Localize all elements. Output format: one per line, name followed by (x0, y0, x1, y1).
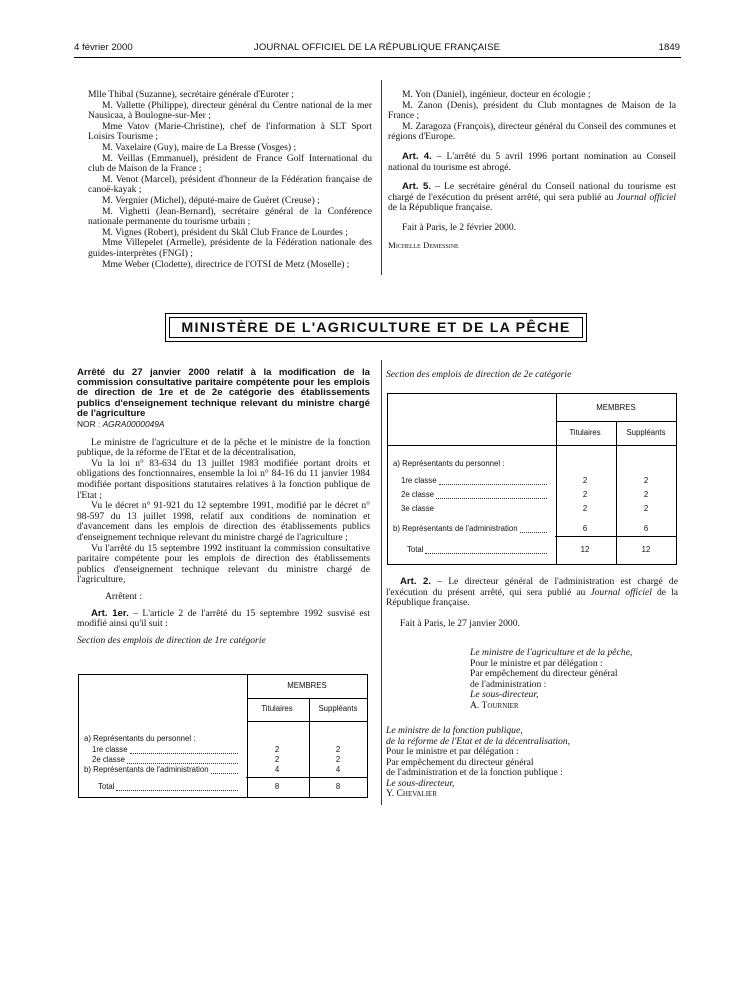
header-membres: MEMBRES (287, 681, 327, 690)
sig-agri-line: Le ministre de l'agriculture et de la pêche, (470, 647, 633, 658)
header-suppleants: Suppléants (626, 428, 666, 437)
header-date: 4 février 2000 (74, 42, 133, 53)
sig-agri-line: de l'administration : (470, 678, 547, 690)
column-divider-top (381, 80, 382, 275)
article-2 (386, 577, 678, 609)
sig-agri-line: Le sous-directeur, (470, 689, 539, 700)
fait-a-paris-bottom: Fait à Paris, le 27 janvier 2000. (400, 617, 520, 629)
arrete-body (77, 368, 370, 646)
sig-agri-line: Pour le ministre et par délégation : (470, 657, 603, 669)
table-cell-titulaires: 2 (274, 755, 280, 764)
article-2-text-end: de la République française. (386, 586, 679, 609)
member-entry: M. Venot (Marcel), président d'honneur de la Fédération française de canoë-kayak ; (88, 173, 372, 196)
header-titulaires: Titulaires (261, 704, 293, 713)
table-section-1 (78, 674, 368, 798)
table-cell-suppleants: 2 (643, 490, 649, 499)
sig-agri-name: A. Tournier (470, 699, 519, 711)
member-entry: M. Zaragoza (François), directeur général du Conseil des communes et régions d'Europe. (388, 120, 676, 143)
members-list-right (388, 90, 676, 250)
article-2-text: – Le directeur général de l'administration est chargé de l'exécution du présent arrêté, qui sera publié au (386, 576, 678, 598)
member-entry: M. Vighetti (Jean-Bernard), secrétaire général de la Conférence nationale permanente du tourisme urbain ; (88, 205, 372, 228)
sig-fp-line: Le sous-directeur, (386, 777, 455, 789)
table-row-total: Total (98, 782, 238, 791)
article-5 (388, 182, 676, 214)
article-5-text: – Le secrétaire général du Conseil national du tourisme est chargé de l'exécution du présent arrêté, qui sera publié au (388, 181, 676, 203)
article-5-journal: Journal officiel (616, 191, 676, 203)
table-cell-suppleants: 6 (643, 524, 649, 533)
ministry-banner (165, 313, 587, 342)
right-column-bottom (386, 370, 678, 381)
column-divider-bottom (381, 360, 382, 805)
article-4-text: – L'arrêté du 5 avril 1996 portant nomination au Conseil national du tourisme est abrogé. (388, 150, 676, 173)
table-cell-titulaires: 2 (582, 476, 588, 485)
member-entry: Mlle Thibal (Suzanne), secrétaire générale d'Euroter ; (88, 89, 294, 100)
table-row-label: a) Représentants du personnel : (393, 459, 505, 468)
header-suppleants: Suppléants (318, 704, 358, 713)
header-page-number: 1849 (658, 42, 680, 53)
sig-fp-line: Le ministre de la fonction publique, (386, 725, 523, 736)
table-row-label: 2e classe (401, 490, 547, 499)
nor-reference (77, 419, 370, 430)
member-entry: Mme Villepelet (Armelle), présidente de la Fédération nationale des guides-interprètes (FNGI) ; (88, 237, 372, 259)
article-2-block (386, 577, 678, 629)
article-4 (388, 152, 676, 173)
article-1-text: – L'article 2 de l'arrêté du 15 septembre 1992 susvisé est modifié ainsi qu'il suit : (77, 607, 371, 630)
table-row-label: a) Représentants du personnel : (84, 734, 196, 743)
sig-agri-line: Par empêchement du directeur général (470, 668, 618, 679)
visa-decret: Vu le décret n° 91-921 du 12 septembre 1991, modifié par le décret n° 98-597 du 13 juillet 1998, relatif aux conditions de nomination et d'avancement dans les emplois de direction des établissements publics d'enseignement technique relevant du ministre chargé de l'agriculture ; (77, 500, 370, 543)
table-row-label: b) Représentants de l'administration (393, 524, 547, 533)
table-row-total: Total (407, 545, 547, 554)
table-cell-titulaires: 2 (582, 504, 588, 513)
article-4-label: Art. 4. (402, 150, 432, 162)
arretent: Arrêtent : (105, 590, 143, 602)
table-cell-suppleants: 4 (335, 765, 341, 774)
table-row-label: 1re classe (92, 745, 238, 754)
sig-fp-name: Y. Chevalier (386, 788, 437, 799)
article-2-journal: Journal officiel (590, 586, 652, 598)
table-row-label: 2e classe (92, 755, 238, 764)
signature-fonction-publique (386, 726, 618, 800)
table-cell-suppleants: 2 (335, 755, 341, 764)
ministry-title: MINISTÈRE DE L'AGRICULTURE ET DE LA PÊCHE (169, 317, 583, 338)
article-5-label: Art. 5. (402, 181, 431, 193)
table-cell-titulaires-total: 8 (274, 782, 280, 791)
member-entry: Mme Weber (Clodette), directrice de l'OTSI de Metz (Moselle) ; (102, 258, 350, 270)
nor-code: AGRA0000049A (102, 419, 165, 430)
header-membres: MEMBRES (596, 403, 636, 412)
table-row-label: 1re classe (401, 476, 547, 485)
arrete-title: Arrêté du 27 janvier 2000 relatif à la modification de la commission consultative paritaire compétente pour les emplois de direction de 1re et de 2e catégorie des établissements publics d'enseignement technique relevant du ministre chargé de l'agriculture (77, 367, 370, 419)
member-entry: M. Zanon (Denis), président du Club montagnes de Maison de la France ; (388, 99, 676, 122)
visa-ministers: Le ministre de l'agriculture et de la pêche et le ministre de la fonction publique, de la réforme de l'Etat et de la décentralisation, (77, 436, 370, 459)
member-entry: M. Veillas (Emmanuel), président de France Golf International du club de Maison de la France ; (88, 152, 372, 175)
sig-fp-line: Pour le ministre et par délégation : (386, 746, 519, 757)
section-2-title: Section des emplois de direction de 2e catégorie (386, 369, 572, 380)
nor-label: NOR : (77, 419, 101, 430)
sig-fp-line: Par empêchement du directeur général (386, 756, 534, 768)
table-cell-suppleants: 2 (643, 504, 649, 513)
page-header (74, 42, 680, 56)
table-cell-titulaires: 2 (582, 490, 588, 499)
member-entry: M. Vaxelaire (Guy), maire de La Bresse (Vosges) ; (102, 141, 297, 153)
table-cell-suppleants: 2 (335, 745, 341, 754)
table-section-2 (387, 393, 677, 565)
member-entry: M. Vergnier (Michel), député-maire de Guéret (Creuse) ; (102, 194, 320, 206)
table-cell-titulaires: 4 (274, 765, 280, 774)
fait-a-paris-top: Fait à Paris, le 2 février 2000. (402, 221, 517, 233)
section-1-title: Section des emplois de direction de 1re catégorie (77, 634, 266, 646)
member-entry: M. Yon (Daniel), ingénieur, docteur en écologie ; (402, 89, 591, 100)
table-cell-suppleants-total: 8 (335, 782, 341, 791)
member-entry: M. Vallette (Philippe), directeur général du Centre national de la mer Nausicaa, à Boulogne-sur-Mer ; (88, 99, 372, 122)
table-cell-titulaires: 2 (274, 745, 280, 754)
signature-agriculture (470, 648, 682, 711)
article-2-label: Art. 2. (400, 576, 431, 587)
signature-demessine: Michelle Demessine (388, 239, 459, 250)
sig-fp-line: de la réforme de l'Etat et de la décentralisation, (386, 735, 571, 747)
article-1 (77, 609, 370, 630)
table-row-label: b) Représentants de l'administration (84, 765, 238, 774)
member-entry: Mme Vatov (Marie-Christine), chef de l'information à SLT Sport Loisirs Tourisme ; (88, 120, 372, 143)
header-titulaires: Titulaires (569, 428, 601, 437)
table-cell-suppleants-total: 12 (641, 545, 651, 554)
table-cell-suppleants: 2 (643, 476, 649, 485)
member-entry: M. Vignes (Robert), président du Skål Club France de Lourdes ; (102, 226, 348, 238)
table-row-label: 3e classe (401, 504, 434, 513)
article-1-label: Art. 1er. (91, 607, 129, 619)
table-cell-titulaires-total: 12 (580, 545, 590, 554)
sig-fp-line: de l'administration et de la fonction publique : (386, 767, 563, 778)
header-journal-title: JOURNAL OFFICIEL DE LA RÉPUBLIQUE FRANÇAISE (253, 42, 501, 53)
header-rule (74, 57, 681, 58)
members-list-left (88, 90, 372, 270)
article-5-text-end: de la République française. (388, 202, 493, 214)
visa-loi: Vu la loi n° 83-634 du 13 juillet 1983 modifiée portant droits et obligations des fonctionnaires, ensemble la loi n° 84-16 du 11 janvier 1984 modifiée portant dispositions statutaires relatives à la fonction publique de l'Etat ; (77, 457, 370, 501)
table-cell-titulaires: 6 (582, 524, 588, 533)
visa-arrete: Vu l'arrêté du 15 septembre 1992 instituant la commission consultative paritaire compétente pour les emplois de direction des établissements publics d'enseignement technique relevant du ministre chargé de l'agriculture, (77, 542, 370, 586)
